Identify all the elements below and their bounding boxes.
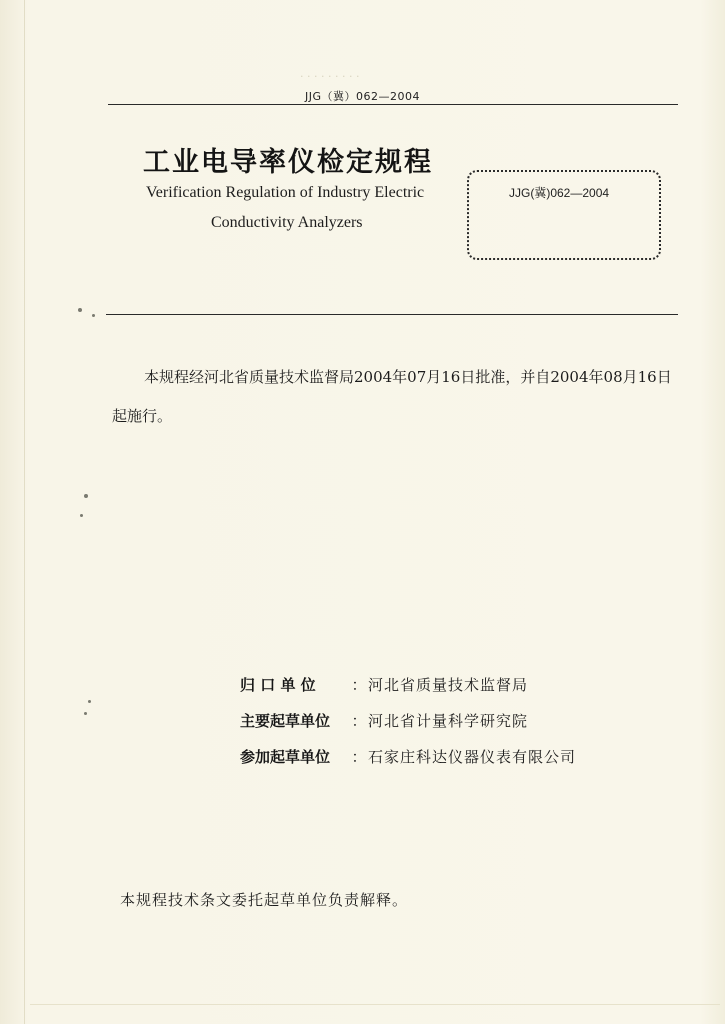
scan-speck — [78, 308, 82, 312]
regulation-code-box — [467, 170, 661, 260]
unit-colon: ： — [351, 747, 367, 766]
title-english-line1: Verification Regulation of Industry Electric — [146, 184, 425, 201]
title-chinese: 工业电导率仪检定规程 — [143, 147, 433, 178]
bleed-through: · · · · · · · · · — [300, 70, 360, 83]
unit-value: 河北省质量技术监督局 — [368, 675, 529, 694]
title-english-line2: Conductivity Analyzers — [211, 214, 363, 231]
page-bottom-edge — [30, 1004, 720, 1005]
scan-speck — [84, 712, 87, 715]
scan-speck — [84, 494, 88, 498]
regulation-code: JJG(冀)062—2004 — [509, 186, 610, 200]
scan-speck — [88, 700, 91, 703]
scan-speck — [80, 514, 83, 517]
scan-speck — [92, 314, 95, 317]
unit-colon: ： — [351, 711, 367, 730]
unit-value: 石家庄科达仪器仪表有限公司 — [368, 747, 577, 766]
unit-label: 参加起草单位 — [240, 747, 331, 766]
approval-statement: 本规程经河北省质量技术监督局2004年07月16日批准，并自2004年08月16日起施行。 — [112, 368, 672, 425]
unit-row-participating-drafter — [240, 738, 576, 774]
unit-label: 归 口 单 位 — [240, 675, 316, 694]
unit-colon: ： — [351, 675, 367, 694]
interpretation-note: 本规程技术条文委托起草单位负责解释。 — [120, 891, 409, 909]
header-code: JJG（冀）062—2004 — [304, 90, 420, 103]
unit-row-responsible — [240, 666, 576, 702]
unit-row-main-drafter — [240, 702, 576, 738]
page-edge — [24, 0, 25, 1024]
unit-label: 主要起草单位 — [240, 711, 331, 730]
middle-rule — [106, 314, 678, 315]
drafting-units — [240, 666, 576, 774]
top-rule — [108, 104, 678, 105]
unit-value: 河北省计量科学研究院 — [368, 711, 529, 730]
